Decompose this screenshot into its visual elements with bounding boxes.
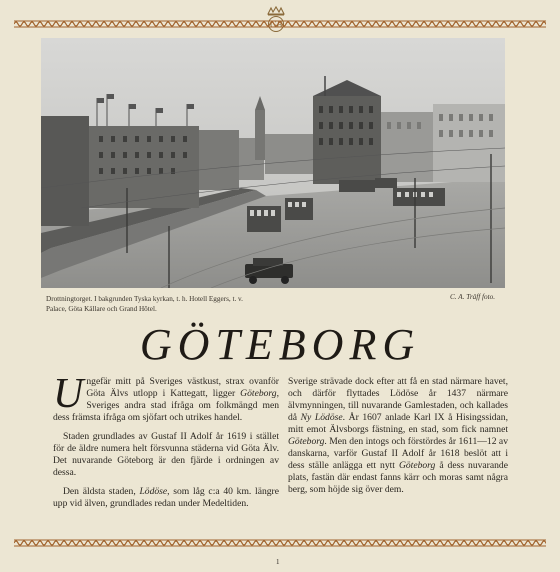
paragraph-1-em: Göteborg xyxy=(240,388,277,399)
paragraph-4 xyxy=(288,376,508,496)
paragraph-1 xyxy=(53,371,279,424)
bottom-ornamental-border xyxy=(14,535,546,545)
paragraph-4-text-a: Sverige strävade dock efter att få en stad närmare havet, och därför flyttades Lödöse år 1437 närmare älvmynningen, till nuvarande Gamlestaden, och kallades då xyxy=(288,376,508,423)
paragraph-1-text-a: ngefär mitt på Sveriges västkust, strax ovanför Göta Älvs utlopp i Kattegatt, ligger xyxy=(86,376,279,399)
paragraph-2 xyxy=(53,431,279,479)
monogram-letters: GB xyxy=(270,19,282,30)
paragraph-3 xyxy=(53,486,279,510)
paragraph-4-text-d: å dess nuvarande plats, fastän där endast fanns kärr och moras samt några berg, som höjde sig över dem. xyxy=(288,460,508,495)
paragraph-3-text-b: , som låg c:a 40 km. längre upp vid älven, grundlades redan under Medeltiden. xyxy=(53,486,279,509)
paragraph-4-text-c: . Men den intogs och förstördes år 1611—12 av danskarna, varför Gustaf II Adolf år 1618 beslöt att i dess ställe anlägga ett nytt xyxy=(288,436,508,471)
page-number: 1 xyxy=(276,558,280,566)
right-column xyxy=(288,376,508,503)
left-column xyxy=(53,371,279,517)
paragraph-1-text-b: , Sveriges andra stad ifråga om folkmängd men dess främsta ifråga om sjöfart och utrikes handel. xyxy=(53,388,279,423)
paragraph-3-em: Lödöse xyxy=(139,486,168,497)
top-ornamental-border xyxy=(14,16,546,26)
paragraph-3-text-a: Den äldsta staden, xyxy=(63,486,140,497)
paragraph-4-em-a: Ny Lödöse xyxy=(300,412,343,423)
photo-caption: Drottningtorget. I bakgrunden Tyska kyrkan, t. h. Hotell Eggers, t. v. Palace, Göta Källare och Grand Hôtel. xyxy=(46,295,243,313)
paragraph-4-em-c: Göteborg xyxy=(398,460,436,471)
drottningtorget-photo xyxy=(41,38,505,288)
article-title: GÖTEBORG xyxy=(139,320,421,369)
paragraph-2-text: Staden grundlades av Gustaf II Adolf år 1619 i stället för de äldre numera helt försvunna städerna vid Göta Älv. Det nuvarande Göteborg är den fjärde i ordningen av dessa. xyxy=(53,431,279,478)
paragraph-4-text-b: . År 1607 anlade Karl IX å Hisingssidan, mitt emot Älvsborgs fästning, en stad, som fick namnet xyxy=(288,412,508,435)
dropcap: U xyxy=(53,371,84,417)
paragraph-4-em-b: Göteborg xyxy=(288,436,325,447)
photo-credit: C. A. Träff foto. xyxy=(450,293,496,301)
